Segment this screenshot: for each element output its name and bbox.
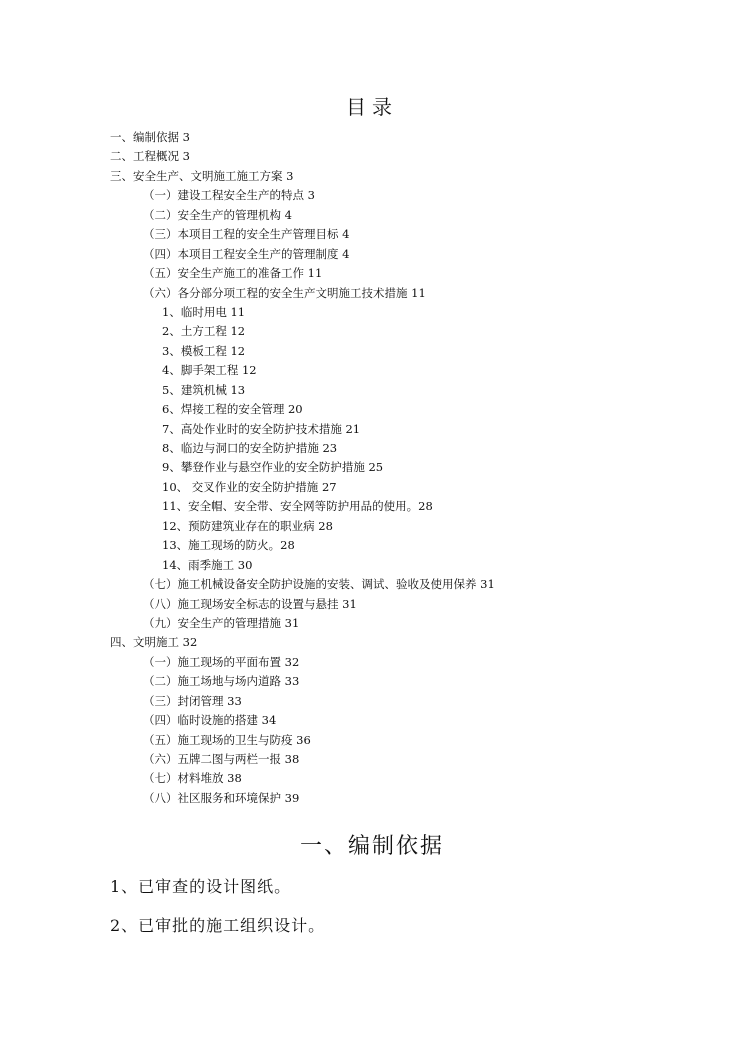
toc-entry[interactable]: 14、雨季施工 30 [162, 557, 253, 572]
section-heading: 一、编制依据 [299, 834, 444, 859]
toc-entry[interactable]: （一）施工现场的平面布置 32 [143, 654, 300, 669]
toc-entry[interactable]: 7、高处作业时的安全防护技术措施 21 [162, 421, 361, 436]
toc-entry[interactable]: 四、文明施工 32 [110, 635, 198, 650]
table-of-contents [110, 128, 690, 808]
toc-entry[interactable]: （二）施工场地与场内道路 33 [143, 674, 300, 689]
toc-entry[interactable]: 2、土方工程 12 [162, 324, 246, 339]
toc-entry[interactable]: 11、安全帽、安全带、安全网等防护用品的使用。28 [162, 499, 433, 514]
toc-entry[interactable]: （一）建设工程安全生产的特点 3 [143, 188, 315, 203]
toc-entry[interactable]: 13、施工现场的防火。28 [162, 538, 295, 553]
toc-entry[interactable]: 4、脚手架工程 12 [162, 363, 257, 378]
toc-entry[interactable]: 12、预防建筑业存在的职业病 28 [162, 518, 333, 533]
toc-entry[interactable]: （三）封闭管理 33 [143, 693, 242, 708]
body-paragraph: 2、已审批的施工组织设计。 [110, 916, 326, 935]
toc-entry[interactable]: （六）各分部分项工程的安全生产文明施工技术措施 11 [143, 285, 426, 300]
toc-entry[interactable]: （三）本项目工程的安全生产管理目标 4 [143, 227, 350, 242]
toc-title: 目录 [346, 95, 398, 119]
toc-entry[interactable]: 6、焊接工程的安全管理 20 [162, 402, 303, 417]
toc-entry[interactable]: （八）施工现场安全标志的设置与悬挂 31 [143, 596, 357, 611]
toc-entry[interactable]: 3、模板工程 12 [162, 343, 246, 358]
toc-entry[interactable]: （七）材料堆放 38 [143, 771, 242, 786]
toc-entry[interactable]: 5、建筑机械 13 [162, 382, 246, 397]
toc-entry[interactable]: （二）安全生产的管理机构 4 [143, 207, 292, 222]
toc-entry[interactable]: （五）安全生产施工的准备工作 11 [143, 266, 323, 281]
toc-entry[interactable]: 10、 交叉作业的安全防护措施 27 [162, 479, 337, 494]
toc-entry[interactable]: 9、攀登作业与悬空作业的安全防护措施 25 [162, 460, 384, 475]
toc-entry[interactable]: （四）本项目工程安全生产的管理制度 4 [143, 246, 350, 261]
toc-entry[interactable]: （六）五牌二图与两栏一报 38 [143, 752, 300, 766]
toc-entry[interactable]: 1、临时用电 11 [162, 304, 246, 319]
body-paragraph: 1、已审查的设计图纸。 [110, 877, 292, 896]
toc-entry[interactable]: （九）安全生产的管理措施 31 [143, 615, 300, 630]
toc-entry[interactable]: 一、编制依据 3 [110, 130, 190, 144]
toc-entry[interactable]: 二、工程概况 3 [110, 149, 190, 164]
toc-entry[interactable]: 8、临边与洞口的安全防护措施 23 [162, 441, 338, 455]
toc-entry[interactable]: 三、安全生产、文明施工施工方案 3 [110, 168, 294, 183]
toc-entry[interactable]: （七）施工机械设备安全防护设施的安装、调试、验收及使用保养 31 [143, 577, 495, 592]
toc-entry[interactable]: （八）社区服务和环境保护 39 [143, 790, 300, 805]
toc-entry[interactable]: （五）施工现场的卫生与防疫 36 [143, 732, 311, 747]
toc-entry[interactable]: （四）临时设施的搭建 34 [143, 713, 277, 728]
